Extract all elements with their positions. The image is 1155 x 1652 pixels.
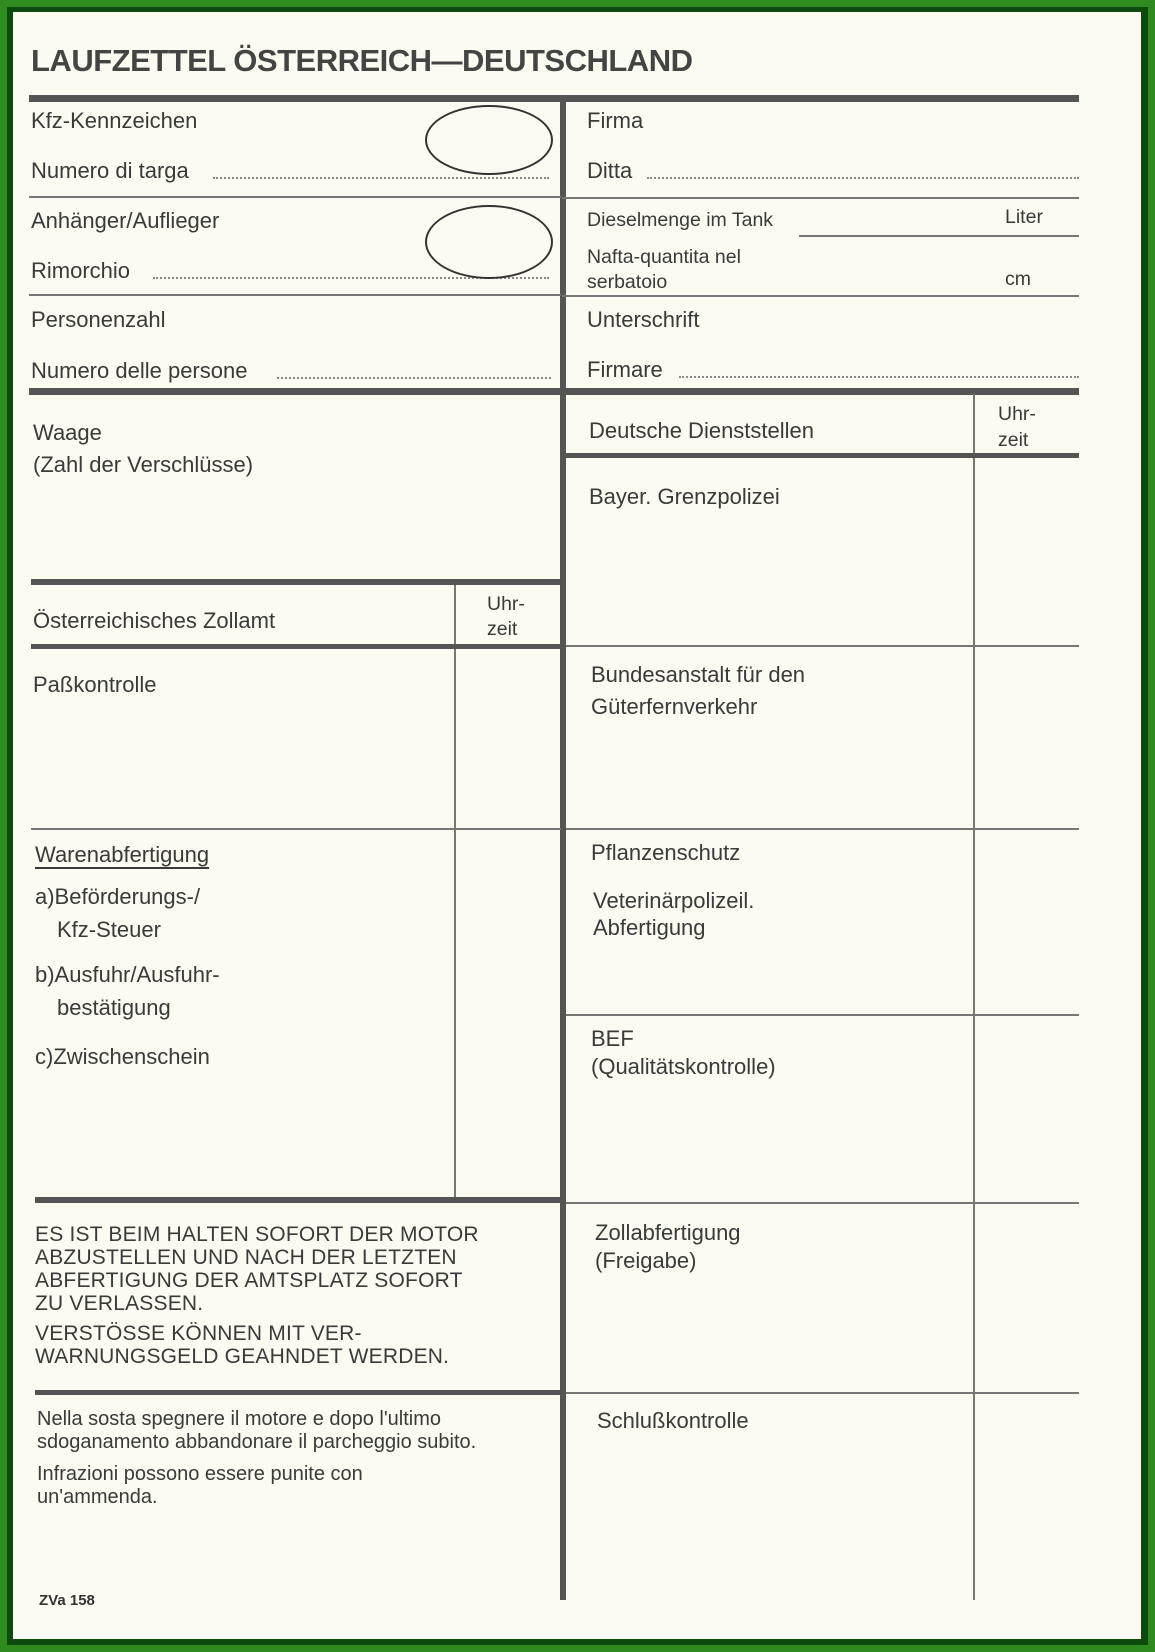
goods-clearance-label: Warenabfertigung [35,842,210,867]
firm-label-it: Ditta [587,158,633,183]
sign-label-de: Unterschrift [587,307,700,332]
persons-label-it: Numero delle persone [31,358,248,383]
plate-label-de: Kfz-Kennzeichen [31,108,198,133]
germany-header-rule [564,453,1079,458]
goods-item-b-2: bestätigung [57,995,171,1020]
row-divider [31,828,561,830]
center-divider [560,95,566,1600]
veterinary-label-2: Abfertigung [593,915,706,940]
freight-agency-label-1: Bundesanstalt für den [591,662,806,687]
row-divider [562,295,1079,297]
diesel-unit-cm: cm [1005,268,1031,290]
austria-time-column-line [454,585,456,1197]
customs-clearance-label-2: (Freigabe) [595,1248,697,1273]
notice-mid-rule [35,1390,563,1395]
diesel-unit-liter: Liter [1005,206,1043,228]
austria-top-rule [31,579,563,585]
notice-it-line-1: Nella sosta spegnere il motore e dopo l'ultimo [37,1408,442,1430]
scale-label: Waage [33,420,102,445]
goods-item-a-1: a)Beförderungs-/ [35,884,201,909]
goods-item-c: c)Zwischenschein [35,1044,210,1069]
row-divider [29,196,561,198]
form-number: ZVa 158 [39,1592,95,1609]
final-check-label: Schlußkontrolle [597,1408,749,1433]
row-divider [566,1392,1079,1394]
customs-clearance-label-1: Zollabfertigung [595,1220,741,1245]
row-divider [566,1014,1079,1016]
plant-protection-label: Pflanzenschutz [591,840,741,865]
austria-header-rule [31,644,563,649]
veterinary-label-1: Veterinärpolizeil. [593,888,755,913]
notice-de-line-3: ABFERTIGUNG DER AMTSPLATZ SOFORT [35,1269,463,1292]
germany-header: Deutsche Dienststellen [589,418,815,443]
notice-it-line-4: un'ammenda. [37,1486,158,1508]
border-police-label: Bayer. Grenzpolizei [589,484,780,509]
plate-oval-field[interactable] [425,105,553,175]
trailer-label-de: Anhänger/Auflieger [31,208,220,233]
passport-control-label: Paßkontrolle [33,672,157,697]
austria-time-label-2: zeit [487,618,518,640]
row-divider [566,645,1079,647]
sign-dotted-line[interactable] [679,376,1079,378]
trailer-label-it: Rimorchio [31,258,131,283]
notice-it-line-3: Infrazioni possono essere punite con [37,1463,363,1485]
goods-item-a-2: Kfz-Steuer [57,917,161,942]
diesel-label-it-1: Nafta-quantita nel [587,246,741,268]
sign-label-it: Firmare [587,357,663,382]
austria-header: Österreichisches Zollamt [33,608,276,633]
germany-time-label-2: zeit [998,429,1029,451]
diesel-liter-line[interactable] [799,235,1079,237]
quality-control-label-2: (Qualitätskontrolle) [591,1054,776,1079]
germany-time-column-line [973,394,975,1600]
firm-label-de: Firma [587,108,644,133]
freight-agency-label-2: Güterfernverkehr [591,694,758,719]
austria-time-label-1: Uhr- [487,593,525,615]
top-rule [29,95,1079,102]
form-title: LAUFZETTEL ÖSTERREICH—DEUTSCHLAND [31,43,693,78]
plate-label-it: Numero di targa [31,158,189,183]
mid-rule [29,388,1079,395]
form-sheet [13,12,1141,1639]
persons-dotted-line[interactable] [277,377,551,379]
row-divider [562,197,1079,199]
notice-it-line-2: sdoganamento abbandonare il parcheggio subito. [37,1431,477,1453]
notice-de-line-2: ABZUSTELLEN UND NACH DER LETZTEN [35,1246,457,1269]
persons-label-de: Personenzahl [31,307,166,332]
goods-item-b-1: b)Ausfuhr/Ausfuhr- [35,962,220,987]
notice-de-line-4: ZU VERLASSEN. [35,1292,204,1315]
notice-de-line-5: VERSTÖSSE KÖNNEN MIT VER- [35,1322,362,1345]
germany-time-label-1: Uhr- [998,403,1036,425]
scale-seals-label: (Zahl der Verschlüsse) [33,452,254,477]
plate-dotted-line[interactable] [213,177,549,179]
notice-top-rule [35,1197,563,1203]
notice-de-line-1: ES IST BEIM HALTEN SOFORT DER MOTOR [35,1223,479,1246]
row-divider [29,294,561,296]
row-divider [566,828,1079,830]
diesel-label-it-2: serbatoio [587,271,668,293]
diesel-label-de: Dieselmenge im Tank [587,209,774,231]
notice-de-line-6: WARNUNGSGELD GEAHNDET WERDEN. [35,1345,450,1368]
trailer-oval-field[interactable] [425,205,553,279]
firm-dotted-line[interactable] [647,177,1079,179]
page-border [7,7,1148,1645]
quality-control-label-1: BEF [591,1026,634,1051]
row-divider [566,1202,1079,1204]
